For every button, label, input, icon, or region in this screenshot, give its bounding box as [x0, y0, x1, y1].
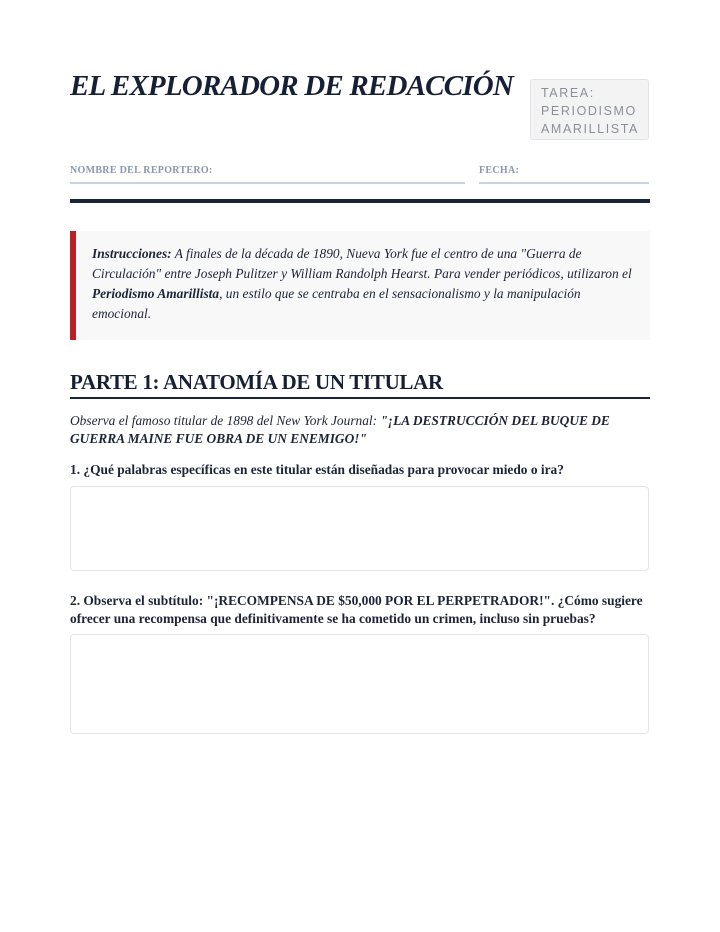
header-divider: [70, 199, 650, 203]
answer-box-2[interactable]: [70, 634, 649, 734]
reporter-name-field[interactable]: [70, 163, 465, 184]
worksheet-page: [70, 0, 650, 626]
observe-text: Observa el famoso titular de 1898 del New York Journal:: [70, 413, 381, 428]
header: [70, 0, 650, 150]
instructions-text-1: A finales de la década de 1890, Nueva York fue el centro de una "Guerra de Circulación" entre Joseph Pulitzer y William Randolph Hearst. Para vender periódicos, utilizaron el: [92, 246, 632, 281]
task-topic-line1: PERIODISMO: [541, 104, 637, 118]
reporter-name-label: NOMBRE DEL REPORTERO:: [70, 165, 213, 176]
date-field[interactable]: [479, 163, 649, 184]
student-info-fields: [70, 163, 650, 187]
page-title: EL EXPLORADOR DE REDACCIÓN: [70, 70, 514, 102]
instructions-box: [70, 231, 650, 340]
instructions-term: Periodismo Amarillista: [92, 286, 220, 301]
instructions-lead: Instrucciones:: [92, 246, 172, 261]
answer-box-1[interactable]: [70, 486, 649, 571]
question-1: 1. ¿Qué palabras específicas en este titular están diseñadas para provocar miedo o ira?: [70, 462, 564, 477]
task-topic-line2: AMARILLISTA: [541, 122, 639, 136]
historic-headline: "¡LA DESTRUCCIÓN DEL BUQUE DE GUERRA MAINE FUE OBRA DE UN ENEMIGO!": [70, 413, 610, 446]
instructions-text-2: , un estilo que se centraba en el sensacionalismo y la manipulación emocional.: [92, 286, 581, 321]
headline-prompt: [70, 412, 650, 448]
part-1-heading: PARTE 1: ANATOMÍA DE UN TITULAR: [70, 367, 650, 399]
question-2: 2. Observa el subtítulo: "¡RECOMPENSA DE $50,000 POR EL PERPETRADOR!". ¿Cómo sugiere ofrecer una recompensa que definitivamente se ha cometido un crimen, incluso sin pruebas?: [70, 593, 643, 626]
assignment-badge: [530, 79, 649, 140]
task-label: TAREA:: [541, 86, 595, 100]
date-label: FECHA:: [479, 165, 520, 176]
